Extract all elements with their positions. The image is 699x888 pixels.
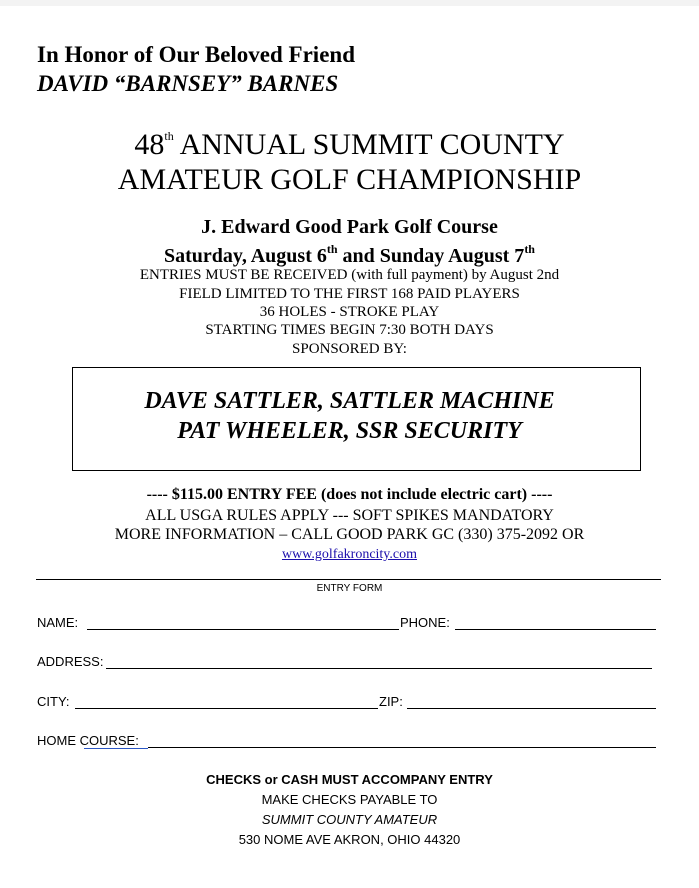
city-label: CITY: — [37, 694, 70, 709]
payable-to-label: MAKE CHECKS PAYABLE TO — [261, 792, 438, 807]
event-dates: Saturday, August 6th and Sunday August 7th — [164, 242, 535, 267]
name-field[interactable] — [87, 629, 399, 630]
rules-line: ALL USGA RULES APPLY --- SOFT SPIKES MANDATORY — [145, 507, 554, 524]
entry-fee: ---- $115.00 ENTRY FEE (does not include electric cart) ---- — [146, 486, 553, 503]
address-label: ADDRESS: — [37, 654, 104, 669]
event-title-line-1: 48th ANNUAL SUMMIT COUNTY — [134, 128, 565, 161]
payee-name: SUMMIT COUNTY AMATEUR — [261, 812, 438, 827]
name-label: NAME: — [37, 615, 79, 630]
event-title-line-2: AMATEUR GOLF CHAMPIONSHIP — [117, 163, 582, 196]
zip-field[interactable] — [407, 708, 656, 709]
honoree-name: DAVID “BARNSEY” BARNES — [37, 71, 339, 96]
city-field[interactable] — [75, 708, 378, 709]
contact-info: MORE INFORMATION – CALL GOOD PARK GC (330) 375-2092 OR — [114, 526, 585, 543]
page-top-edge — [0, 0, 699, 6]
mailing-address: 530 NOME AVE AKRON, OHIO 44320 — [238, 832, 461, 847]
website-row — [0, 545, 699, 563]
field-limit: FIELD LIMITED TO THE FIRST 168 PAID PLAYERS — [179, 286, 520, 302]
entry-form-title: ENTRY FORM — [316, 583, 383, 594]
phone-label: PHONE: — [400, 615, 450, 630]
course-name: J. Edward Good Park Golf Course — [201, 216, 498, 238]
website-link[interactable]: www.golfakroncity.com — [281, 547, 418, 562]
divider — [36, 579, 661, 580]
payment-note: CHECKS or CASH MUST ACCOMPANY ENTRY — [206, 772, 493, 787]
home-course-underline-accent — [84, 748, 148, 749]
home-course-label: HOME COURSE: — [37, 733, 139, 748]
sponsor-2: PAT WHEELER, SSR SECURITY — [177, 418, 522, 444]
honor-line: In Honor of Our Beloved Friend — [37, 42, 355, 67]
zip-label: ZIP: — [379, 694, 403, 709]
home-course-field[interactable] — [148, 747, 656, 748]
address-field[interactable] — [106, 668, 652, 669]
phone-field[interactable] — [455, 629, 656, 630]
sponsored-by-label: SPONSORED BY: — [292, 341, 407, 357]
entry-deadline: ENTRIES MUST BE RECEIVED (with full payment) by August 2nd — [139, 267, 560, 283]
start-times: STARTING TIMES BEGIN 7:30 BOTH DAYS — [205, 322, 494, 338]
sponsor-1: DAVE SATTLER, SATTLER MACHINE — [144, 388, 555, 414]
format: 36 HOLES - STROKE PLAY — [259, 304, 440, 320]
